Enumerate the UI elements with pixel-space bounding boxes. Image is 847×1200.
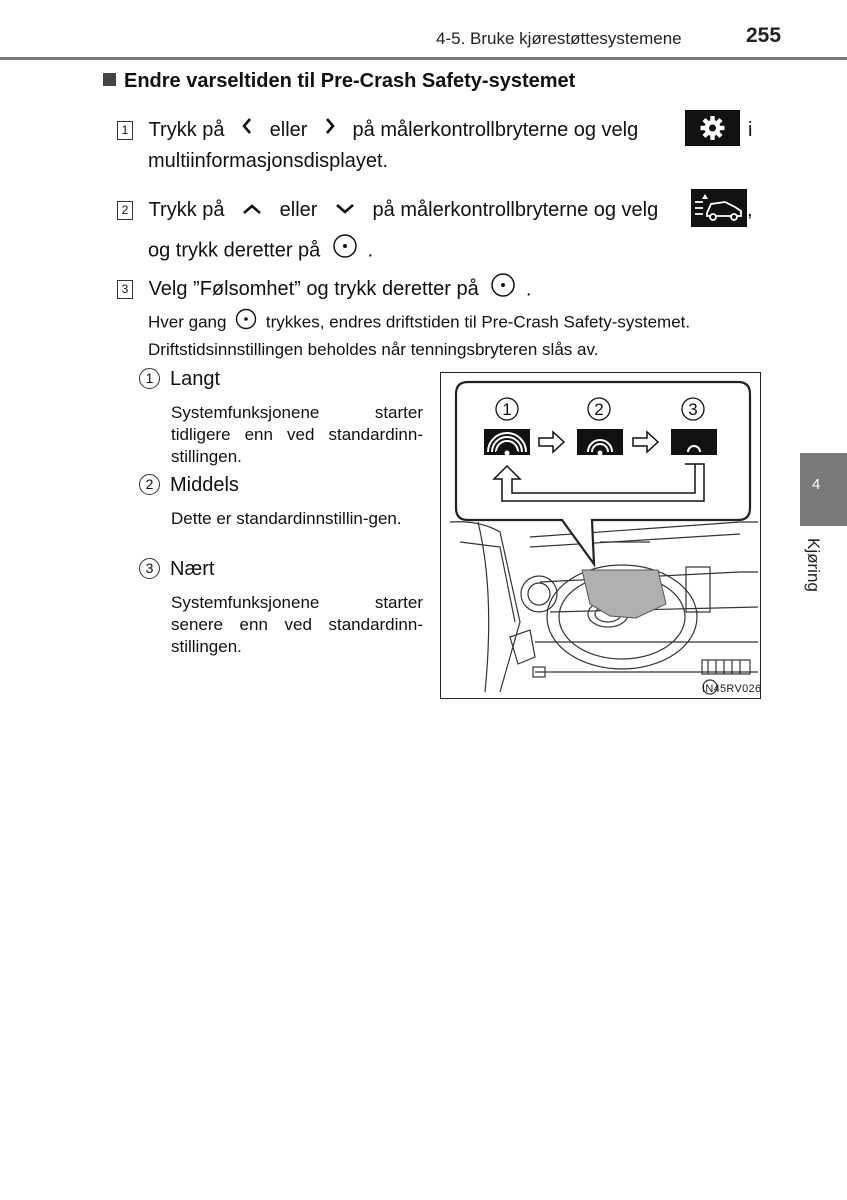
chevron-up-icon	[240, 195, 264, 227]
enter-button-icon	[490, 272, 516, 308]
option-1-title: 1 Langt	[139, 368, 220, 391]
step-2: 2 Trykk på eller på målerkontrollbryterne og velg	[117, 194, 658, 227]
figure-label-2: 2	[594, 400, 604, 419]
option-3-title: 3 Nært	[139, 558, 214, 581]
step-3: 3 Velg ”Følsomhet” og trykk deretter på .	[117, 272, 531, 308]
enter-button-icon	[332, 233, 358, 269]
step-2-line2: og trykk deretter på .	[148, 233, 373, 269]
bullet-square-icon	[103, 73, 116, 86]
page-number: 255	[746, 24, 782, 47]
figure-label-1: 1	[502, 400, 512, 419]
pcs-car-icon	[691, 189, 747, 232]
signal-arcs-icon	[577, 429, 623, 456]
gear-icon	[685, 110, 740, 151]
section-title: Endre varseltiden til Pre-Crash Safety-systemet	[103, 70, 575, 93]
option-3-desc: Systemfunksjonene starter senere enn ved standardinn-stillingen.	[171, 593, 423, 656]
signal-arcs-icon	[484, 429, 530, 456]
signal-arcs-icon	[671, 429, 717, 455]
step-1: 1 Trykk på eller på målerkontrollbryterne og velg	[117, 114, 638, 147]
option-1-desc: Systemfunksjonene starter tidligere enn ved standardinn-stillingen.	[171, 403, 423, 466]
side-tab	[800, 453, 847, 526]
figure-label-3: 3	[688, 400, 698, 419]
step-number-box: 1	[117, 121, 133, 140]
note-line-2: Driftstidsinnstillingen beholdes når tenningsbryteren slås av.	[148, 340, 599, 359]
header-rule	[0, 57, 847, 60]
note-line-1: Hver gang trykkes, endres driftstiden til Pre-Crash Safety-systemet.	[148, 308, 690, 338]
chevron-right-icon	[323, 115, 337, 147]
chapter-title: 4-5. Bruke kjørestøttesystemene	[436, 29, 682, 48]
chevron-left-icon	[240, 115, 254, 147]
figure-illustration	[440, 372, 761, 704]
step-number-box: 3	[117, 280, 133, 299]
option-2-title: 2 Middels	[139, 474, 239, 497]
side-tab-number: 4	[812, 476, 821, 493]
chevron-down-icon	[333, 195, 357, 227]
figure-code: IN45RV026	[702, 683, 762, 695]
step-number-box: 2	[117, 201, 133, 220]
enter-button-icon	[235, 308, 257, 338]
side-tab-label: Kjøring	[804, 538, 823, 592]
option-2-desc: Dette er standardinnstillin-gen.	[171, 509, 402, 528]
